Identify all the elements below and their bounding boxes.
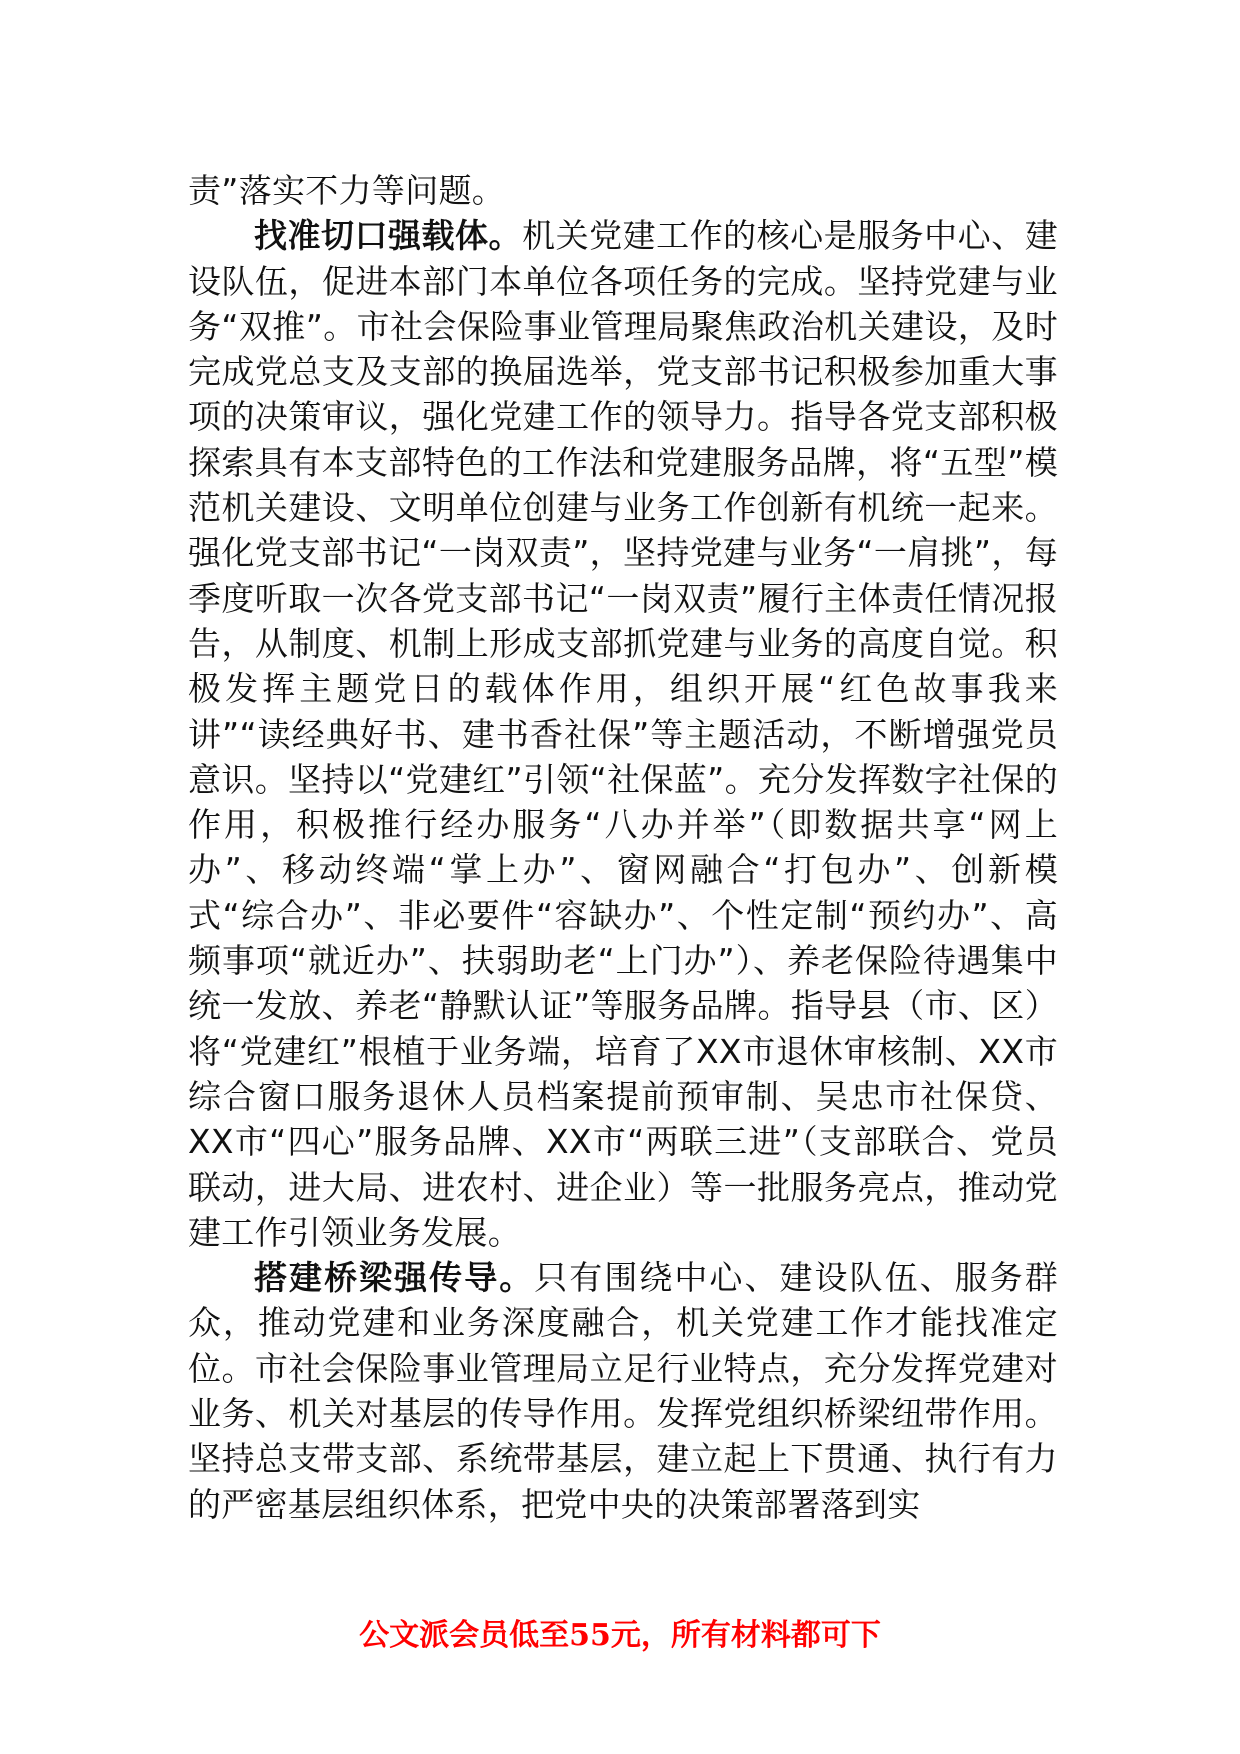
- document-body: [188, 168, 1058, 1527]
- paragraph-entry-point: [188, 213, 1058, 1255]
- paragraph-text: 责”落实不力等问题。: [188, 171, 506, 210]
- paragraph-lead-heading: 搭建桥梁强传导。: [254, 1258, 535, 1298]
- paragraph-text: 机关党建工作的核心是服务中心、建设队伍，促进本部门本单位各项任务的完成。坚持党建与业务“双推”。市社会保险事业管理局聚焦政治机关建设，及时完成党总支及支部的换届选举，党支部书记积极参加重大事项的决策审议，强化党建工作的领导力。指导各党支部积极探索具有本支部特色的工作法和党建服务品牌，将“五型”模范机关建设、文明单位创建与业务工作创新有机统一起来。强化党支部书记“一岗双责”，坚持党建与业务“一肩挑”，每季度听取一次各党支部书记“一岗双责”履行主体责任情况报告，从制度、机制上形成支部抓党建与业务的高度自觉。积极发挥主题党日的载体作用，组织开展“红色故事我来讲”“读经典好书、建书香社保”等主题活动，不断增强党员意识。坚持以“党建红”引领“社保蓝”。充分发挥数字社保的作用，积极推行经办服务“八办并举”（即数据共享“网上办”、移动终端“掌上办”、窗网融合“打包办”、创新模式“综合办”、非必要件“容缺办”、个性定制“预约办”、高频事项“就近办”、扶弱助老“上门办”）、养老保险待遇集中统一发放、养老“静默认证”等服务品牌。指导县（市、区）将“党建红”根植于业务端，培育了XX市退休审核制、XX市综合窗口服务退休人员档案提前预审制、吴忠市社保贷、XX市“四心”服务品牌、XX市“两联三进”（支部联合、党员联动，进大局、进农村、进企业）等一批服务亮点，推动党建工作引领业务发展。: [188, 216, 1058, 1252]
- paragraph-bridge: [188, 1255, 1058, 1527]
- paragraph-lead-heading: 找准切口强载体。: [254, 216, 523, 256]
- promo-footer-note: 公文派会员低至55元，所有材料都可下: [359, 1618, 881, 1653]
- paragraph-text: 只有围绕中心、建设队伍、服务群众，推动党建和业务深度融合，机关党建工作才能找准定位。市社会保险事业管理局立足行业特点，充分发挥党建对业务、机关对基层的传导作用。发挥党组织桥梁纽带作用。坚持总支带支部、系统带基层，建立起上下贯通、执行有力的严密基层组织体系，把党中央的决策部署落到实: [188, 1258, 1059, 1524]
- paragraph-continuation: [188, 168, 1058, 213]
